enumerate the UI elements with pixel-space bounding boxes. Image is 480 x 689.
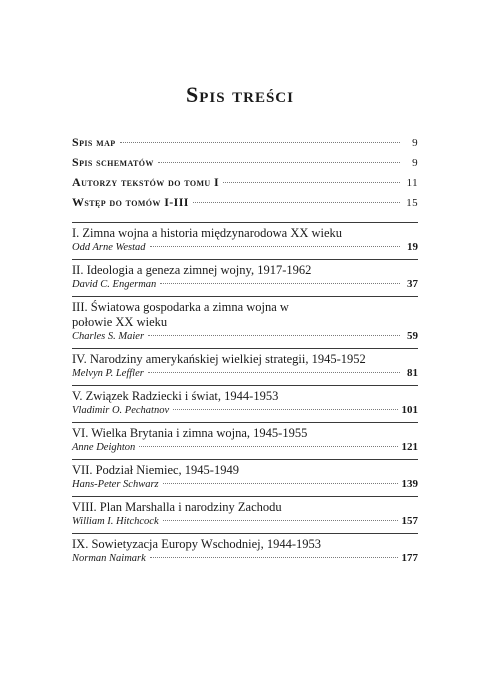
front-matter-label: Autorzy tekstów do tomu I	[72, 175, 220, 189]
chapter-entry[interactable]	[72, 348, 418, 385]
chapter-entry[interactable]	[72, 422, 418, 459]
dot-leader	[139, 446, 397, 447]
author-row	[72, 241, 418, 257]
chapter-author: Charles S. Maier	[72, 331, 145, 342]
chapter-entry[interactable]	[72, 459, 418, 496]
chapter-entry[interactable]	[72, 496, 418, 533]
chapter-title: V. Związek Radziecki i świat, 1944-1953	[72, 389, 279, 403]
dot-leader	[163, 483, 398, 484]
page-number: 59	[407, 330, 418, 342]
dot-leader	[223, 182, 400, 183]
front-matter-item[interactable]	[72, 135, 418, 155]
chapter-list	[72, 222, 418, 570]
page-number: 139	[401, 478, 418, 490]
front-matter-item[interactable]	[72, 155, 418, 175]
dot-leader	[150, 557, 398, 558]
chapter-title: IX. Sowietyzacja Europy Wschodniej, 1944-1953	[72, 537, 322, 551]
author-row	[72, 441, 418, 457]
front-matter-label: Spis schematów	[72, 155, 154, 169]
page-number: 177	[401, 552, 418, 564]
chapter-author: Melvyn P. Leffler	[72, 368, 144, 379]
chapter-title: VII. Podział Niemiec, 1945-1949	[72, 463, 239, 477]
chapter-author: Vladimir O. Pechatnov	[72, 405, 170, 416]
chapter-entry[interactable]	[72, 296, 418, 348]
dot-leader	[120, 142, 400, 143]
chapter-author: David C. Engerman	[72, 279, 157, 290]
chapter-author: Norman Naimark	[72, 553, 146, 564]
author-row	[72, 478, 418, 494]
page-number: 157	[401, 515, 418, 527]
dot-leader	[148, 335, 400, 336]
chapter-title: I. Zimna wojna a historia międzynarodowa XX wieku	[72, 226, 343, 240]
author-row	[72, 404, 418, 420]
chapter-entry[interactable]	[72, 222, 418, 259]
front-matter-label: Wstęp do tomów I-III	[72, 195, 189, 209]
page-number: 15	[406, 197, 418, 209]
front-matter-label: Spis map	[72, 135, 116, 149]
front-matter-item[interactable]	[72, 175, 418, 195]
author-row	[72, 330, 418, 346]
chapter-author: Odd Arne Westad	[72, 242, 146, 253]
chapter-entry[interactable]	[72, 533, 418, 570]
dot-leader	[148, 372, 400, 373]
author-row	[72, 515, 418, 531]
author-row	[72, 367, 418, 383]
dot-leader	[173, 409, 397, 410]
page-number: 9	[412, 137, 418, 149]
chapter-entry[interactable]	[72, 385, 418, 422]
chapter-author: William I. Hitchcock	[72, 516, 159, 527]
chapter-author: Anne Deighton	[72, 442, 136, 453]
dot-leader	[160, 283, 400, 284]
dot-leader	[193, 202, 400, 203]
chapter-title: III. Światowa gospodarka a zimna wojna w połowie XX wieku	[72, 300, 289, 329]
author-row	[72, 278, 418, 294]
dot-leader	[150, 246, 401, 247]
page-number: 81	[407, 367, 418, 379]
chapter-author: Hans-Peter Schwarz	[72, 479, 159, 490]
chapter-title: IV. Narodziny amerykańskiej wielkiej strategii, 1945-1952	[72, 352, 366, 366]
page-number: 19	[407, 241, 418, 253]
page-number: 37	[407, 278, 418, 290]
page-number: 121	[401, 441, 418, 453]
front-matter-list	[72, 135, 418, 215]
page-number: 101	[401, 404, 418, 416]
dot-leader	[158, 162, 400, 163]
chapter-title: II. Ideologia a geneza zimnej wojny, 1917-1962	[72, 263, 312, 277]
chapter-title: VIII. Plan Marshalla i narodziny Zachodu	[72, 500, 282, 514]
chapter-entry[interactable]	[72, 259, 418, 296]
author-row	[72, 552, 418, 568]
chapter-title: VI. Wielka Brytania i zimna wojna, 1945-1955	[72, 426, 308, 440]
page-number: 9	[412, 157, 418, 169]
page-title: Spis treści	[186, 82, 294, 107]
front-matter-item[interactable]	[72, 195, 418, 215]
page-number: 11	[406, 177, 418, 189]
dot-leader	[163, 520, 398, 521]
